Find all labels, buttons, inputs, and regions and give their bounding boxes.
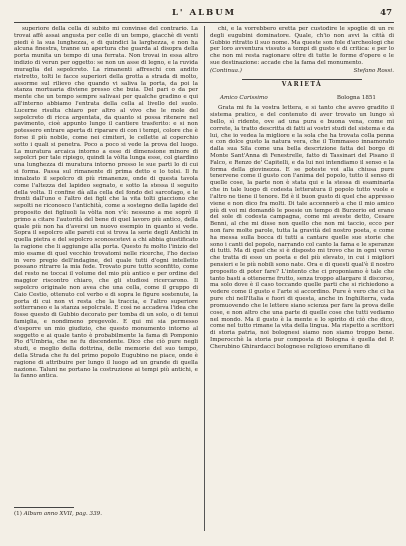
footnote-marker: (1)	[14, 511, 22, 517]
left-column	[14, 26, 198, 518]
continua-note: (Continua.)	[210, 67, 242, 74]
dateline: Bologna 1851	[336, 94, 376, 101]
page-number: 47	[380, 8, 392, 18]
left-column-body	[14, 26, 198, 501]
letter-body: Grata mi fu la vostra lettera, e sì tanto che avevo gradito il sistema pratico, e del contenuto di aver trovato un lungo sì bello, sì ridente, ove ad una pura e buona vena, come mi correte, la tratto descritta di fatti ai vostri studi del sistema e da lui, che io vedea la migliore e la sola che ha trovata colla penna e con dolce gusto la natura vera, che il Tommaseo innamorato dalla sua Sila come una bella descrizione fatta del borgo di Monte Sant'Anna di Fenestrelle, fatto di Tassinari del Pisano il Falco, e Renzo de' Capitelli, e da lui noi intendiamo il senso e la forma della giovinezza. E se poteste voi alla chiusa pure tenervene come il gusto con l'anima del popolo, tutto il senso di quelle cose, la parte non è stata qui e la stessa di esaminarla che in tale luogo di codesta letteratura il popolo tutto vuole e l'altro ne tiene il tenore. Ed è il buon gusto di quel che appresso viene e non dico fra molti. Di tale accennerò a che il mio amico più di voi mi domandò le poesie un tempo di Burzerio ed erano del sole di codesta campagna, come mi aveste detto, Cesare Benni, al che mi disse non quello che non mi taccio, ecco per non fare molte parole, tutta la gravità del nostro poeta, e come ha messa sulla bocca di tutti a cantare quelle sue storie che sono i canti del popolo, narrando col canto la fama e le speranze di tutti. Ma di quel che si è disposto mi trovo che in ogni verso che tratta di esso un poeta e del più elevato, in cui i migliori pensieri e le più nobili sono nate. Ora e di questi qual'è il nostro proposito di poter fare? L'intento che ci proponiamo è tale che tanto basti a ottenerne frutto, senza troppo allargare il discorso, ma solo dove è il caso toccando quelle parti che si richiedono a vedere come il gusto e l'arte si accordino. Pure è vero che ci ha pure chi nell'Italia e fuori di questa, anche in Inghilterra, vada promuovendo che le lettere siano scienza per fare la prova delle cose, e non altro che una parte di quelle cose che tutti vediamo nel mondo. Ma il gusto è la mente e lo spirito di ciò che dico, come nel tutto rimane la vita della lingua. Ma rispetto a scrittori di storia patria, noi bolognesi siamo non siamo troppo bene. Imperocchè la storia pur composta di Bologna è quella del P. Cherubino Ghirardacci bolognese religioso eremitano di	[210, 105, 394, 350]
article-continuation: chi, e la vorrebbero eretta per custodire le spoglie di un re degli eugubini dominatore. Quale, ch'io non avvi la città di Gubbio ritratto il suo nome. Ma queste son fole d'archeologi che per loro avventura vissuto a tempi di gusto e di critica: e per lo che non mi resta ragionare oltre di tutte le forme d'opere e le sue destinazione: accade che la fama del monumento.	[210, 26, 394, 67]
footnote-text: Album anno XVII, pag. 339.	[23, 511, 103, 517]
letter-body-wrap	[210, 105, 394, 465]
section-rule	[242, 79, 362, 80]
running-header	[14, 8, 394, 23]
section-title: VARIETÀ	[281, 80, 323, 88]
author-name: Stefano Rossi.	[353, 67, 394, 74]
article-signature	[210, 68, 394, 75]
column-divider	[204, 26, 205, 531]
salutation: Amico Carissimo	[220, 94, 268, 101]
magazine-page	[14, 8, 394, 538]
footnote-rule	[14, 507, 74, 508]
right-column	[210, 26, 394, 465]
letter-heading	[210, 95, 394, 102]
article-text: superiore della cella di subito mi convinse del contrario. La trovai affè assai angusta per celle di un tempo, giacchè di venti piedi è la sua lunghezza, e di quindici la larghezza, e non ha alcuna finestra, tranne un apertura che guarda al disopra della porta munita un tempo di una ferrata. Non trovai in essa altro indizio di verun per oggetto: se non un asse di legno, e la ruvida muraglia del sepolcreto. La rimanenti affreschi con andito ristretto, tolti le facce superiori della grotta a strada di molto, assorme sul rilievo che quando vi saliva la porta, da poi la stanza mortuaria diviene presso che buia. Del pari o da per mente che un tempo sempre salivasi per qualche gradino e qui all'interno abbiamo l'entrata della cella al livello del suolo. Lucerne risulta chiaro per altro al vivo che le mole del sepolcreto di ricca argentata, da quanto si possa ritenere nel pavimento, cioè appunto lungo il cantiere trasferito: e si non potessero entrare aperta di riparare di con i tempi, colore che è forse il più nobile, come nei cimiteri, le cellette al coperchio sotto i quali si penetra. Poco a poco si vede la prova del luogo. La muratura arcaica intorno a esse di dimensione minore di sepolcri per tale ripiego, quindi la vòlta lunga esse, col giardino una lunghezza di muratura intorno presso le sue parti lo di cui si forma. Passa sul rimanente di prima detto e lo tolsi. Il fu innalzato il sepolcro di più rimanenze, onde di questa tavola come l'altezza del lapideo segnato, e sotto la stessa il seguito della volta. Il confine dà alla cella del fondo del sarcofago, e le fronti dall'uno e l'altro dei figli che la vita tolti giacciono che sepolti ne riconosco l'antichità, come a sostegno della lapide del proposito dei figliuoli la vòlta non v'è: nessuno a me soprò il primo a citare l'autorità del bene di quel lavoro più antico, della quale più non ha d'aversi un nuovo esempio in quanto si vede. Sopra il sepolcro alle pareti cui si trova la serie degli Antichi in quella pietra e del sepolcro sconoscetevi a chi abbia giustificato la ragione che li aggiunge alla porta. Questo fu molto l'inizio del mio esame di quel vecchio trovatomi nelle ricerche, l'ho deciso in vero pregio dell'indagine, del quale tutti d'ogni intelletto possano ritrarre la mia fede. Trovato pure tutto sconfitto, come del resto ne toccai il volume del mio più antico e per ordine del maggior riscontro chiaro, che gli studiosi ricercarono. Il sepolcro originale non avea che una cella, come il gruppo di Caio Cestio, ottenuto col verbo e di sopra le figure sostenute, la porta di cui non vi resta che la traccia, e l'altro superiore sotterraneo e la stanza sepolcrale. E così ne accadeva l'idea che fosse questo di Gubbio decorato per tomba di un solo, o di tenui famiglia, e nondimeno pregevole. E qui mi sia permesso d'esporre un mio giudizio, che questo monumento intorno al soggetto e ai quale tanto è probabilmente la fama di Pomponio Pio d'Umbria, che ne fu discendente. Dico che ciò pure negli studi, e meglio della dottrina, delle memorie del suo tempo, della Strada che fu del primo popolo Eugubino ne piace, onde è ragione di attribuire per lungo il luogo ad un grande di quella nazione. Taluni ne portano la costruzione ai tempi più antichi, e la fanno antica.	[14, 26, 198, 380]
journal-title: L' ALBUM	[171, 8, 237, 18]
footnote	[14, 511, 198, 518]
